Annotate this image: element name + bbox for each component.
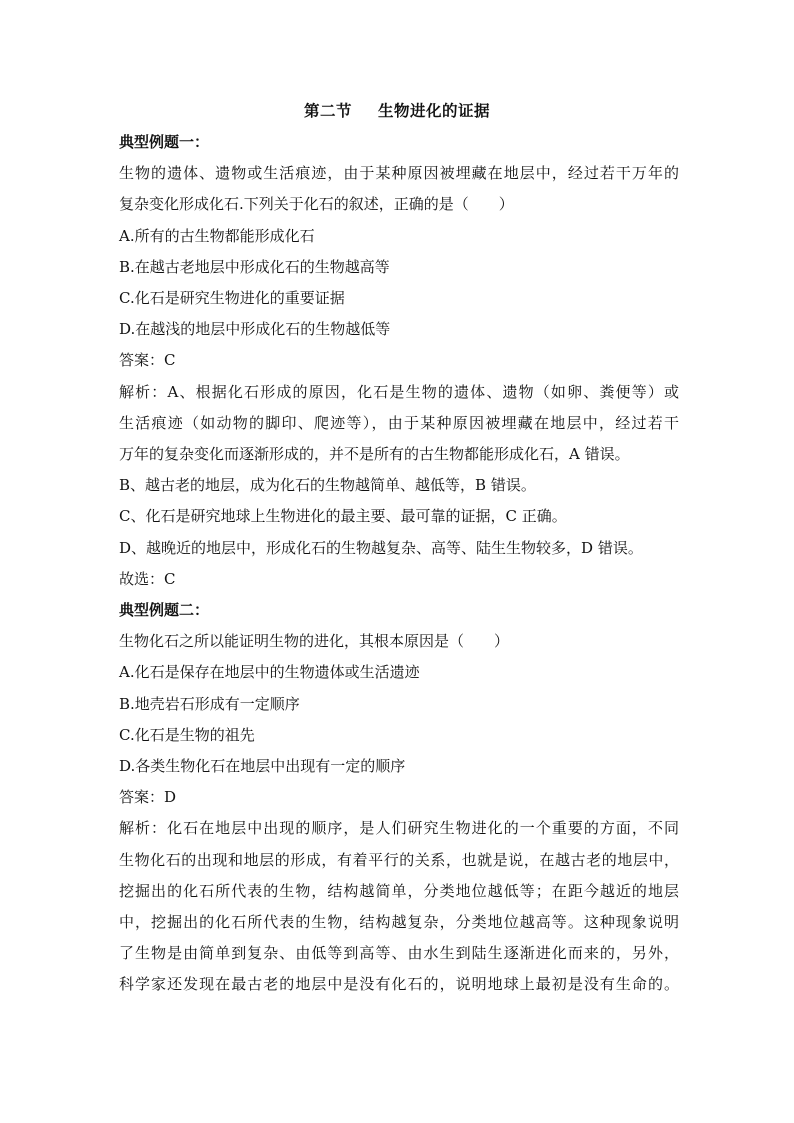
example-1-option-b: B.在越古老地层中形成化石的生物越高等 bbox=[119, 257, 390, 276]
document-body bbox=[119, 127, 679, 1001]
section-name: 生物进化的证据 bbox=[378, 101, 491, 120]
example-1-analysis-line-5: C、化石是研究地球上生物进化的最主要、最可靠的证据，C 正确。 bbox=[119, 507, 567, 526]
section-number: 第二节 bbox=[303, 101, 352, 120]
example-2-option-b: B.地壳岩石形成有一定顺序 bbox=[119, 694, 300, 713]
example-2-answer: 答案：D bbox=[119, 788, 177, 807]
example-1-stem-line-2: 复杂变化形成化石.下列关于化石的叙述，正确的是（ ） bbox=[119, 195, 514, 214]
example-1-conclusion: 故选：C bbox=[119, 569, 176, 588]
example-2-option-c: C.化石是生物的祖先 bbox=[119, 725, 255, 744]
example-1-option-c: C.化石是研究生物进化的重要证据 bbox=[119, 289, 345, 308]
example-1-answer: 答案：C bbox=[119, 351, 176, 370]
example-2-analysis-line-3: 挖掘出的化石所代表的生物，结构越简单，分类地位越低等；在距今越近的地层 bbox=[119, 881, 679, 900]
example-1-stem-line-1: 生物的遗体、遗物或生活痕迹，由于某种原因被埋藏在地层中，经过若干万年的 bbox=[119, 164, 679, 183]
example-2-analysis-line-5: 了生物是由简单到复杂、由低等到高等、由水生到陆生逐渐进化而来的，另外， bbox=[119, 944, 679, 963]
example-2-stem-line-1: 生物化石之所以能证明生物的进化，其根本原因是（ ） bbox=[119, 632, 510, 651]
example-2-analysis-line-2: 生物化石的出现和地层的形成，有着平行的关系，也就是说，在越古老的地层中， bbox=[119, 850, 679, 869]
example-1-analysis-line-4: B、越古老的地层，成为化石的生物越简单、越低等，B 错误。 bbox=[119, 476, 536, 495]
example-2-option-d: D.各类生物化石在地层中出现有一定的顺序 bbox=[119, 757, 406, 776]
example-2-analysis-line-1: 解析：化石在地层中出现的顺序，是人们研究生物进化的一个重要的方面，不同 bbox=[119, 819, 679, 838]
page-title bbox=[0, 99, 794, 121]
example-1-heading: 典型例题一： bbox=[119, 133, 210, 151]
example-1-option-d: D.在越浅的地层中形成化石的生物越低等 bbox=[119, 320, 391, 339]
example-2-analysis-line-4: 中，挖掘出的化石所代表的生物，结构越复杂，分类地位越高等。这种现象说明 bbox=[119, 913, 679, 932]
example-2-heading: 典型例题二： bbox=[119, 601, 210, 620]
example-2-option-a: A.化石是保存在地层中的生物遗体或生活遗迹 bbox=[119, 663, 420, 682]
example-1-option-a: A.所有的古生物都能形成化石 bbox=[119, 226, 315, 245]
example-1-analysis-line-6: D、越晚近的地层中，形成化石的生物越复杂、高等、陆生生物较多，D 错误。 bbox=[119, 538, 643, 557]
example-1-analysis-line-1: 解析：A、根据化石形成的原因，化石是生物的遗体、遗物（如卵、粪便等）或 bbox=[119, 382, 679, 401]
example-1-analysis-line-3: 万年的复杂变化而逐渐形成的，并不是所有的古生物都能形成化石，A 错误。 bbox=[119, 445, 630, 464]
example-1-analysis-line-2: 生活痕迹（如动物的脚印、爬迹等），由于某种原因被埋藏在地层中，经过若干 bbox=[119, 413, 679, 432]
example-2-analysis-line-6: 科学家还发现在最古老的地层中是没有化石的，说明地球上最初是没有生命的。 bbox=[119, 975, 679, 994]
